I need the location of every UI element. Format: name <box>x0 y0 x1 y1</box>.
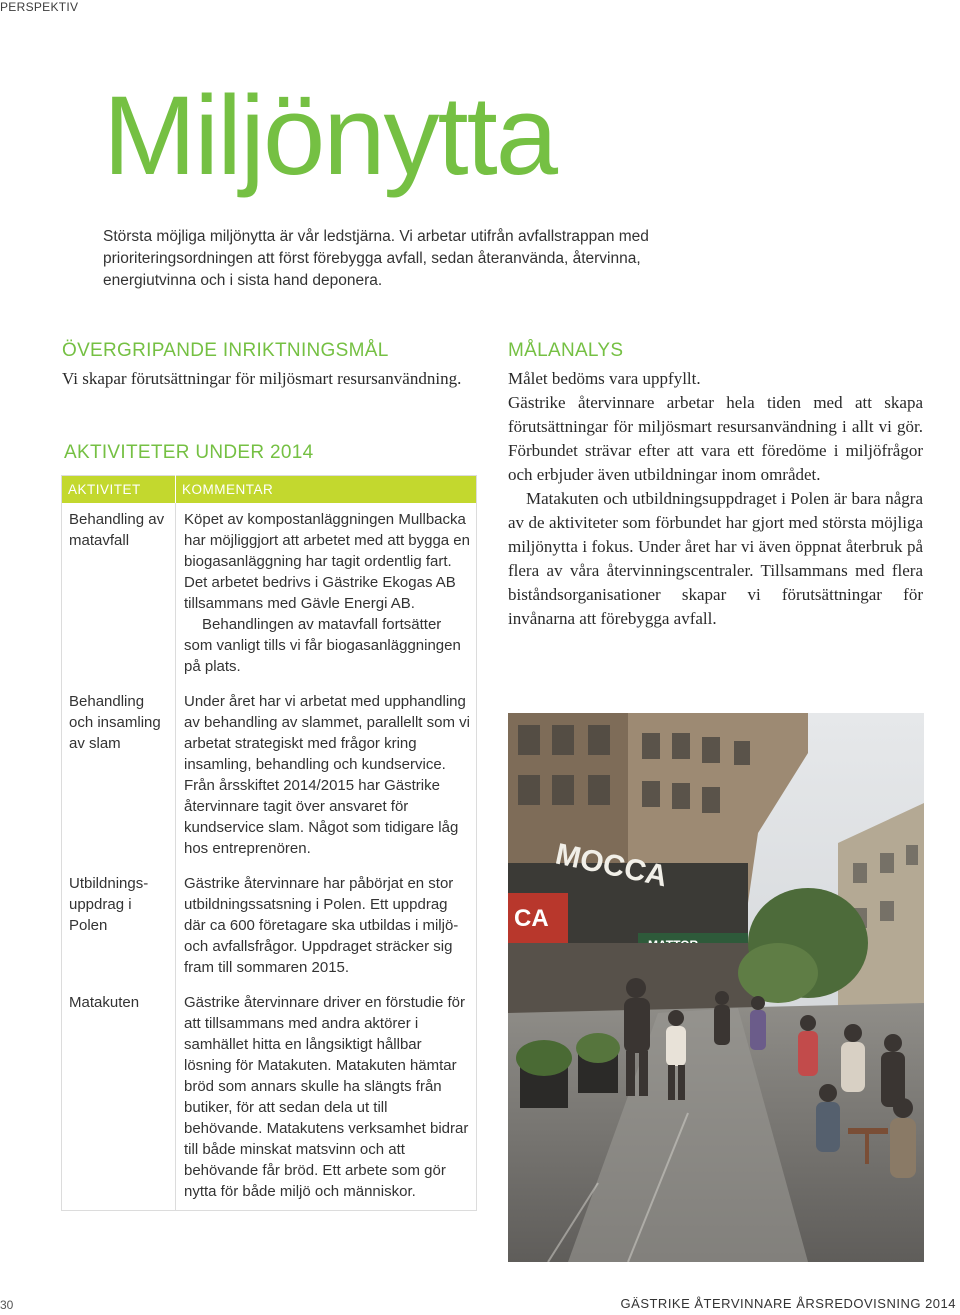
analysis-paragraph: Gästrike återvinnare arbetar hela tiden med att skapa förutsättningar för miljösmart resursanvändning i allt vi gör. Förbundet strävar efter att vara ett föredöme i miljöfrågor och erbjuder även utbildningar inom området. <box>508 393 923 484</box>
activities-heading: AKTIVITETER UNDER 2014 <box>64 442 314 463</box>
intro-paragraph: Största möjliga miljönytta är vår ledstjärna. Vi arbetar utifrån avfallstrappan med prioriteringsordningen att först förebygga avfall, sedan återanvända, återvinna, energiutvinna och i sista hand deponera. <box>103 228 649 289</box>
comment-cell: Under året har vi arbetat med upphandling av behandling av slammet, parallellt som vi arbetat strategiskt med frågor kring insamling, behandling och kundservice. Från årsskiftet 2014/2015 har Gästrike återvinnare tagit över ansvaret för kundservice slam. Något som tidigare låg hos entreprenören. <box>184 693 470 857</box>
activity-cell: Utbildningsuppdrag i Polen <box>62 867 176 986</box>
photo-sign-red: CA <box>514 905 549 932</box>
section-label: PERSPEKTIV <box>0 0 79 14</box>
comment-text: Köpet av kompostanläggningen Mullbacka har möjliggjort att arbetet med att bygga en biogasanläggning har tagit ordentlig fart. Det arbetet bedrivs i Gästrike Ekogas AB tillsammans med Gävle Energi AB. <box>184 511 470 612</box>
analysis-paragraph: Matakuten och utbildningsuppdraget i Polen är bara några av de aktiviteter som förbundet har gjort med största möjliga miljönytta i fokus. Under året har vi även öppnat återbruk på flera av våra återvinningscentraler. Tillsammans med flera biståndsorganisationer skapar vi förutsättningar för invånarna att förebygga avfall. <box>508 489 923 628</box>
comment-cell: Gästrike återvinnare har påbörjat en stor utbildningssatsning i Polen. Ett uppdrag där ca 600 företagare ska utbildas i miljö- och avfallsfrågor. Uppdraget sträcker sig fram till sommaren 2015. <box>184 875 459 976</box>
activity-cell: Matakuten <box>62 986 176 1211</box>
comment-cell <box>176 503 477 685</box>
analysis-verdict: Målet bedöms vara uppfyllt. <box>508 369 701 388</box>
publication-footer: GÄSTRIKE ÅTERVINNARE ÅRSREDOVISNING 2014 <box>620 1296 956 1311</box>
table-row <box>62 685 477 867</box>
page-title: Miljönytta <box>103 73 557 198</box>
photo-sign-mocca: MOCCA <box>552 837 671 894</box>
table-row <box>62 503 477 685</box>
analysis-heading: MÅLANALYS <box>508 340 624 361</box>
comment-cell: Gästrike återvinnare driver en förstudie för att tillsammans med andra aktörer i samhället hitta en långsiktigt hållbar lösning för Matakuten. Matakuten hämtar bröd som annars skulle ha slängts från butiker, för att sedan dela ut till behövande. Matakutens verksamhet bidrar till både minskat matsvinn och att behövande får bröd. Ett arbete som gör nytta för både miljö och människor. <box>184 994 469 1200</box>
table-row <box>62 986 477 1211</box>
goal-text: Vi skapar förutsättningar för miljösmart resursanvändning. <box>62 369 462 388</box>
table-row <box>62 867 477 986</box>
analysis-column <box>508 367 923 631</box>
activities-table <box>61 475 477 1211</box>
column-header-comment: KOMMENTAR <box>176 476 477 504</box>
page-number: 30 <box>0 1298 14 1312</box>
comment-text-continued: Behandlingen av matavfall fortsätter som vanligt tills vi får biogasanläggningen på plats. <box>184 616 461 675</box>
activity-cell: Behandling och insamling av slam <box>62 685 176 867</box>
street-photo <box>508 713 924 1262</box>
goal-heading: ÖVERGRIPANDE INRIKTNINGSMÅL <box>62 340 389 361</box>
column-header-activity: AKTIVITET <box>62 476 176 504</box>
table-header-row <box>62 476 477 504</box>
activity-cell: Behandling av matavfall <box>62 503 176 685</box>
